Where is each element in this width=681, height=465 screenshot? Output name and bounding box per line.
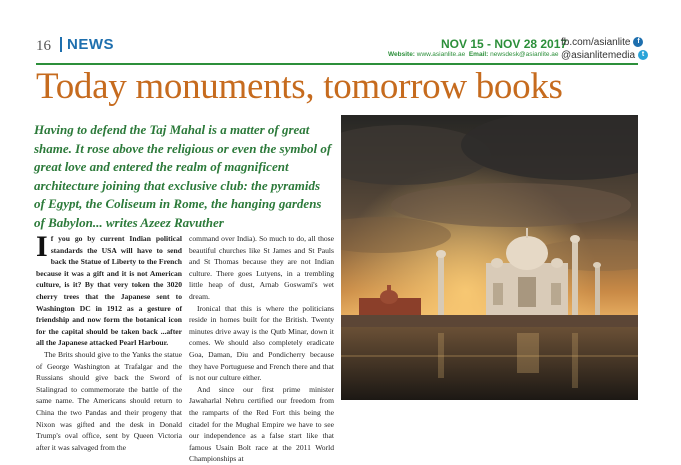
contact-line <box>388 51 559 58</box>
body-paragraph: And since our first prime minister Jawaharlal Nehru certified our freedom from the ramparts of the Red Fort this being the citadel for the Mughal Empire we have to see our independence as a false start like that famous Usain Bolt race at the 2011 World Championships at <box>189 384 334 464</box>
body-paragraph: command over India). So much to do, all those beautiful churches like St James and St Pauls and St Thomas because they are not Indian culture. There goes Lutyens, in a trembling little heap of dust, Arnab Goswami's wet dream. <box>189 234 334 301</box>
drop-cap: I <box>36 230 48 263</box>
article-deck <box>34 121 334 232</box>
byline: writes Azeez Ravuther <box>105 214 224 230</box>
taj-mahal-photo <box>341 115 638 400</box>
issue-dates: NOV 15 - NOV 28 2017 <box>441 37 568 51</box>
lead-paragraph <box>36 230 182 349</box>
deck-text: Having to defend the Taj Mahal is a matter of great shame. It rose above the religious or even the symbol of great love and entered the realm of magnificent architecture joining that exclusive club: the pyramids of Egypt, the Coliseum in Rome, the hanging gardens of Babylon... <box>34 122 332 230</box>
website-link[interactable]: www.asianlite.ae <box>416 51 466 58</box>
email-link[interactable]: newsdesk@asianlite.ae <box>490 51 559 58</box>
website-label: Website: <box>388 51 417 58</box>
twitter-link[interactable] <box>561 50 648 61</box>
page-header <box>0 0 681 62</box>
facebook-handle[interactable]: fb.com/asianlite <box>561 37 631 48</box>
facebook-icon: f <box>633 37 643 47</box>
page-number: 16 <box>36 38 51 54</box>
facebook-link[interactable] <box>561 37 643 48</box>
lead-text: f you go by current Indian political standards the USA will have to send back the Statue of Liberty to the French because it was a gift and it is not American culture, is it? By that very token the 3020 cherry trees that the Japanese sent to Washington DC in 1912 as a gesture of friendship and now form the botanical icon for the capital should be taken back ...after all the Japanese attacked Pearl Harbour. <box>36 234 182 348</box>
twitter-icon: t <box>638 50 648 60</box>
article-headline: Today monuments, tomorrow books <box>36 66 563 107</box>
body-paragraph: Ironical that this is where the politicians reside in homes built for the British. Twenty minutes drive away is the Qutb Minar, down it comes. We should also completely eradicate Goa, Daman, Diu and Pondicherry because they have Portuguese and French there and that is not our culture either. <box>189 303 334 383</box>
body-column-2 <box>189 233 334 465</box>
email-label: Email: <box>468 51 491 58</box>
section-label: NEWS <box>60 37 114 52</box>
body-column-1 <box>36 230 182 453</box>
twitter-handle[interactable]: @asianlitemedia <box>561 50 636 61</box>
body-paragraph: The Brits should give to the Yanks the statue of George Washington at Trafalgar and the Russians should give back the Sword of Stalingrad to commemorate the battle of the same name. The Americans should return to China the two Pandas and their progeny that Nixon was gifted and the desk in Donald Trump's oval office, sent by Queen Victoria after it was salvaged from the <box>36 349 182 452</box>
